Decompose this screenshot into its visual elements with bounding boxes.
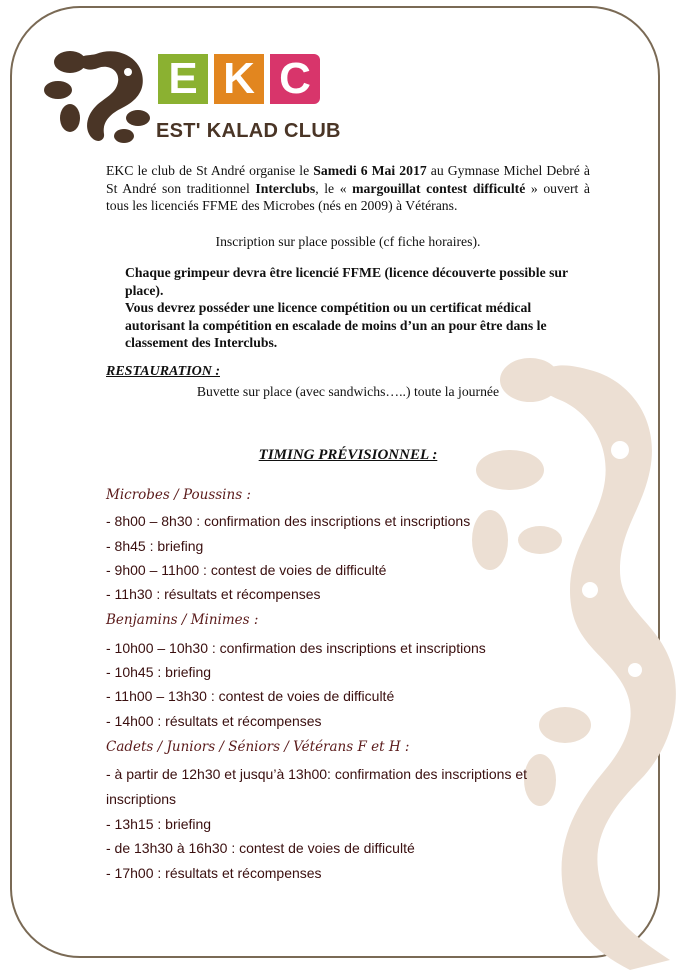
group-title-microbes: Microbes / Poussins : xyxy=(106,487,251,503)
logo-letter-e: E xyxy=(158,54,208,104)
intro-text: EKC le club de St André organise le xyxy=(106,163,314,178)
timing-heading: TIMING PRÉVISIONNEL : xyxy=(258,447,438,463)
list-item: - 9h00 – 11h00 : contest de voies de difficulté xyxy=(106,562,387,578)
intro-text: , le « xyxy=(315,180,353,196)
restauration-heading: RESTAURATION : xyxy=(106,364,220,379)
list-item: - 11h30 : résultats et récompenses xyxy=(106,586,321,602)
gecko-logo-icon xyxy=(38,38,158,146)
intro-paragraph xyxy=(106,162,590,215)
intro-text: » ouvert à tous les licenciés FFME des Microbes (nés en 2009) à Vétérans. xyxy=(106,180,590,213)
list-item: - à partir de 12h30 et jusqu’à 13h00: confirmation des inscriptions et inscriptions xyxy=(106,766,528,807)
intro-text: au Gymnase Michel Debré à St André son traditionnel xyxy=(106,163,590,196)
rule-licence: Chaque grimpeur devra être licencié FFME (licence découverte possible sur place). xyxy=(125,265,568,298)
group-title-cadets: Cadets / Juniors / Séniors / Vétérans F et H : xyxy=(106,739,410,755)
contest-name: margouillat contest difficulté xyxy=(352,180,526,196)
group-title-benjamins: Benjamins / Minimes : xyxy=(106,612,259,628)
list-item: - 14h00 : résultats et récompenses xyxy=(106,713,322,729)
list-item: - 10h00 – 10h30 : confirmation des inscriptions et inscriptions xyxy=(106,640,486,656)
logo-letter-c: C xyxy=(270,54,320,104)
rule-certificate: Vous devrez posséder une licence compétition ou un certificat médical autorisant la compétition en escalade de moins d’un an pour être dans le classement des Interclubs. xyxy=(125,300,547,350)
list-item: - de 13h30 à 16h30 : contest de voies de difficulté xyxy=(106,840,415,856)
rules-block xyxy=(125,264,580,352)
list-item: - 13h15 : briefing xyxy=(106,816,212,832)
list-item: - 8h45 : briefing xyxy=(106,538,204,554)
list-item: - 10h45 : briefing xyxy=(106,664,212,680)
interclubs-label: Interclubs xyxy=(255,180,316,196)
restauration-text: Buvette sur place (avec sandwichs…..) toute la journée xyxy=(196,384,500,399)
club-logo xyxy=(38,38,341,146)
logo-letter-k: K xyxy=(214,54,264,104)
list-item: - 17h00 : résultats et récompenses xyxy=(106,865,322,881)
list-item: - 8h00 – 8h30 : confirmation des inscriptions et inscriptions xyxy=(106,513,471,529)
logo-subtitle: EST' KALAD CLUB xyxy=(156,120,341,142)
event-date: Samedi 6 Mai 2017 xyxy=(313,163,427,178)
list-item: - 11h00 – 13h30 : contest de voies de difficulté xyxy=(106,688,395,704)
inscription-note: Inscription sur place possible (cf fiche horaires). xyxy=(215,234,481,249)
